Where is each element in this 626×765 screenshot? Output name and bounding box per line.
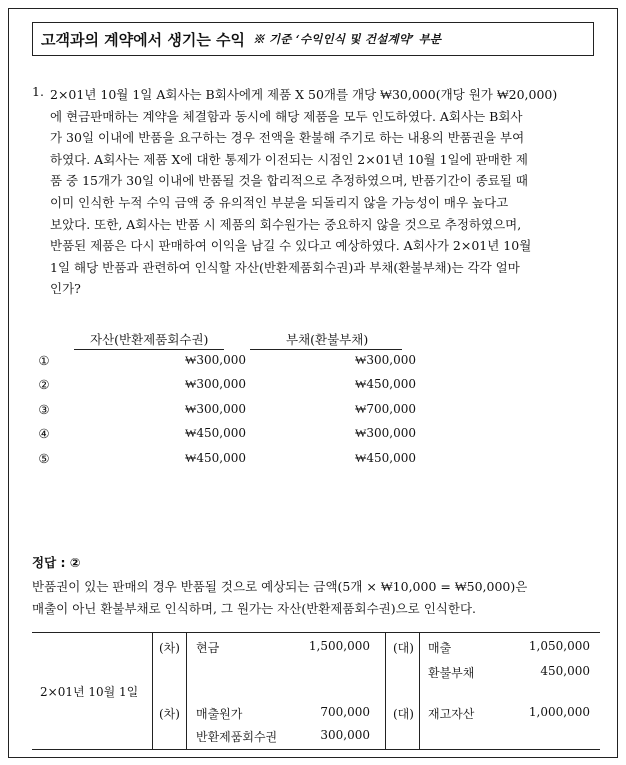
- answer-label: 정답 : ②: [32, 555, 81, 570]
- choice-asset: ₩450,000: [185, 451, 246, 465]
- choice-liability: ₩300,000: [355, 426, 416, 440]
- column-divider: [186, 633, 187, 749]
- question-line: 가 30일 이내에 반품을 요구하는 경우 전액을 환불해 주기로 하는 내용의 반품권을 부여: [50, 130, 525, 146]
- credit-amount: 1,050,000: [528, 639, 590, 653]
- header-rule: [250, 349, 402, 350]
- choice-asset: ₩300,000: [185, 402, 246, 416]
- explanation-text: [32, 576, 598, 620]
- debit-account: 매출원가: [196, 707, 243, 721]
- journal-date: 2×01년 10월 1일: [40, 685, 139, 699]
- column-divider: [385, 633, 386, 749]
- question-line: 2×01년 10월 1일 A회사는 B회사에게 제품 X 50개를 개당 ₩30,000(개당 원가 ₩20,000): [50, 87, 558, 102]
- choice-number: ②: [38, 377, 50, 392]
- choice-number: ①: [38, 353, 50, 368]
- credit-amount: 450,000: [540, 664, 590, 678]
- credit-tag: (대): [393, 641, 414, 655]
- choice-number: ③: [38, 402, 50, 417]
- debit-tag: (차): [159, 707, 180, 721]
- choice-asset: ₩300,000: [185, 353, 246, 367]
- title-box: [32, 22, 594, 56]
- question-line: 1일 해당 반품과 관련하여 인식할 자산(반환제품회수권)과 부채(환불부채)는 각각 얼마: [50, 259, 520, 275]
- question-line: 보았다. 또한, A회사는 반품 시 제품의 회수원가는 중요하지 않을 것으로 추정하였으며,: [50, 216, 522, 232]
- header-rule: [74, 349, 224, 350]
- choices-header-liability: 부채(환불부채): [286, 332, 369, 347]
- debit-account: 반환제품회수권: [196, 730, 278, 744]
- credit-account: 환불부채: [428, 666, 475, 680]
- debit-amount: 1,500,000: [308, 639, 370, 653]
- question-line: 에 현금판매하는 계약을 체결함과 동시에 해당 제품을 모두 인도하였다. A회사는 B회사: [50, 108, 523, 124]
- choice-row[interactable]: [36, 451, 416, 475]
- explanation-line: 매출이 아닌 환불부채로 인식하며, 그 원가는 자산(반환제품회수권)으로 인식한다.: [32, 601, 476, 616]
- choice-liability: ₩450,000: [355, 377, 416, 391]
- question-line: 반품된 제품은 다시 판매하여 이익을 남길 수 있다고 예상하였다. A회사가 2×01년 10월: [50, 238, 532, 254]
- choice-row[interactable]: [36, 353, 416, 377]
- choice-asset: ₩450,000: [185, 426, 246, 440]
- choice-number: ④: [38, 426, 50, 441]
- debit-amount: 700,000: [320, 705, 370, 719]
- title-note: ※ 기준 ‘수익인식 및 건설계약’ 부분: [253, 32, 442, 46]
- debit-account: 현금: [196, 641, 220, 655]
- credit-tag: (대): [393, 707, 414, 721]
- question-text: [50, 84, 600, 300]
- choice-liability: ₩450,000: [355, 451, 416, 465]
- choice-liability: ₩700,000: [355, 402, 416, 416]
- explanation-line: 반품권이 있는 판매의 경우 반품될 것으로 예상되는 금액(5개 × ₩10,000 = ₩50,000)은: [32, 579, 528, 594]
- question-line: 하였다. A회사는 제품 X에 대한 통제가 이전되는 시점인 2×01년 10월 1일에 판매한 제: [50, 151, 528, 167]
- choice-row[interactable]: [36, 377, 416, 401]
- question-line: 인가?: [50, 281, 81, 297]
- credit-amount: 1,000,000: [528, 705, 590, 719]
- credit-account: 재고자산: [428, 707, 475, 721]
- choices-header-asset: 자산(반환제품회수권): [90, 332, 209, 347]
- column-divider: [152, 633, 153, 749]
- choice-asset: ₩300,000: [185, 377, 246, 391]
- choice-row[interactable]: [36, 426, 416, 450]
- journal-entry-table: [32, 632, 600, 750]
- choice-number: ⑤: [38, 451, 50, 466]
- question-number: 1.: [32, 84, 44, 99]
- debit-amount: 300,000: [320, 728, 370, 742]
- page-title: 고객과의 계약에서 생기는 수익: [41, 30, 246, 49]
- credit-account: 매출: [428, 641, 452, 655]
- question-line: 이미 인식한 누적 수익 금액 중 유의적인 부분을 되돌리지 않을 가능성이 매우 높다고: [50, 194, 509, 210]
- column-divider: [419, 633, 420, 749]
- question-line: 품 중 15개가 30일 이내에 반품될 것을 합리적으로 추정하였으며, 반품기간이 종료될 때: [50, 173, 528, 189]
- choice-liability: ₩300,000: [355, 353, 416, 367]
- debit-tag: (차): [159, 641, 180, 655]
- choice-row[interactable]: [36, 402, 416, 426]
